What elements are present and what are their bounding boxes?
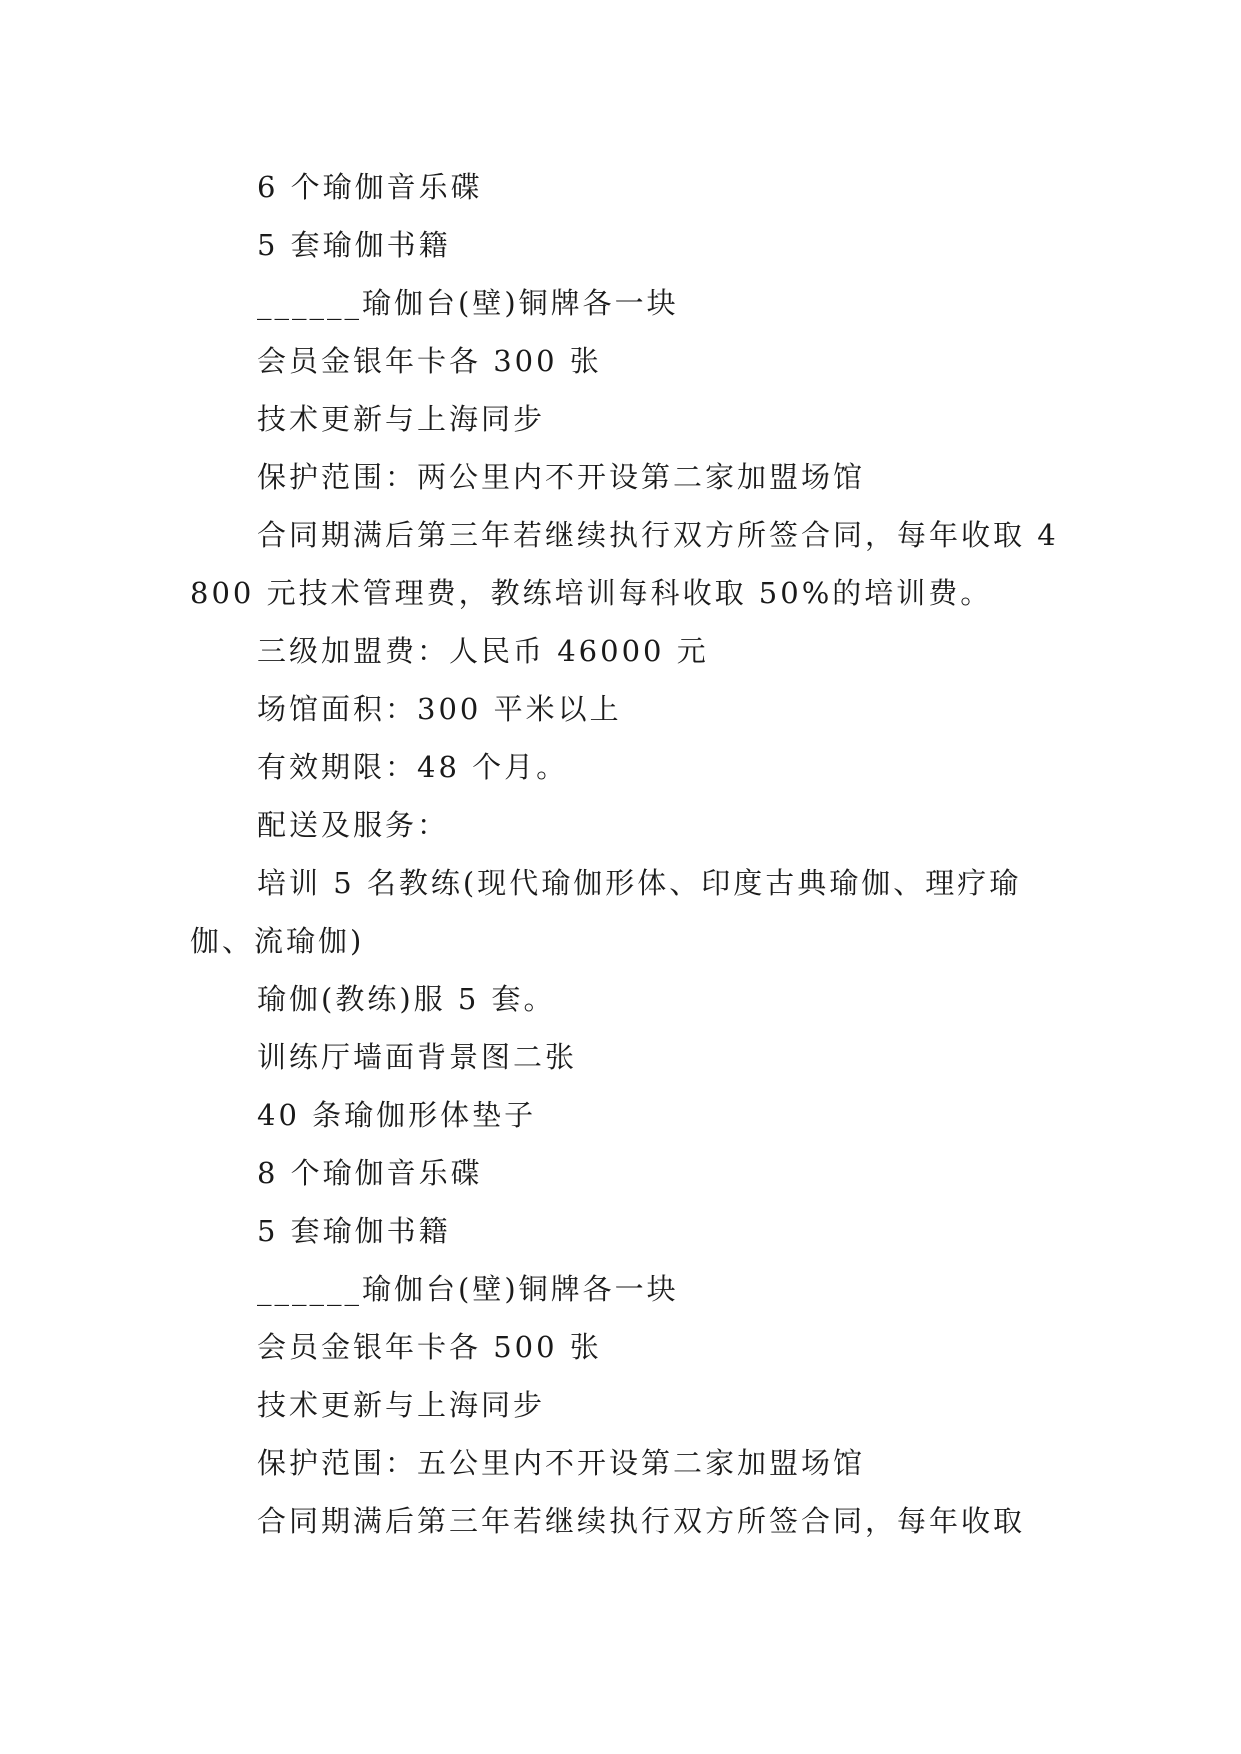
paragraph: 会员金银年卡各 300 张	[257, 344, 602, 378]
paragraph: 培训 5 名教练(现代瑜伽形体、印度古典瑜伽、理疗瑜伽、流瑜伽)	[190, 866, 1022, 958]
paragraph: 保护范围：五公里内不开设第二家加盟场馆	[257, 1446, 866, 1480]
paragraph: 场馆面积：300 平米以上	[257, 692, 622, 726]
paragraph: 会员金银年卡各 500 张	[257, 1330, 602, 1364]
paragraph: ______瑜伽台(壁)铜牌各一块	[257, 286, 679, 320]
paragraph: 6 个瑜伽音乐碟	[257, 170, 483, 204]
paragraph: 5 套瑜伽书籍	[257, 228, 451, 262]
paragraph: 配送及服务：	[257, 808, 450, 842]
paragraph: ______瑜伽台(壁)铜牌各一块	[257, 1272, 679, 1306]
paragraph: 技术更新与上海同步	[257, 1388, 546, 1422]
paragraph: 保护范围：两公里内不开设第二家加盟场馆	[257, 460, 866, 494]
paragraph: 合同期满后第三年若继续执行双方所签合同，每年收取 4800 元技术管理费，教练培训每科收取 50%的培训费。	[190, 518, 1059, 610]
paragraph: 三级加盟费：人民币 46000 元	[257, 634, 709, 668]
paragraph: 技术更新与上海同步	[257, 402, 546, 436]
paragraph: 合同期满后第三年若继续执行双方所签合同，每年收取	[257, 1504, 1026, 1538]
paragraph: 瑜伽(教练)服 5 套。	[257, 982, 556, 1016]
paragraph: 训练厅墙面背景图二张	[257, 1040, 578, 1074]
paragraph: 有效期限：48 个月。	[257, 750, 569, 784]
paragraph: 8 个瑜伽音乐碟	[257, 1156, 483, 1190]
paragraph: 5 套瑜伽书籍	[257, 1214, 451, 1248]
paragraph: 40 条瑜伽形体垫子	[257, 1098, 537, 1132]
document-body	[190, 158, 1060, 1550]
